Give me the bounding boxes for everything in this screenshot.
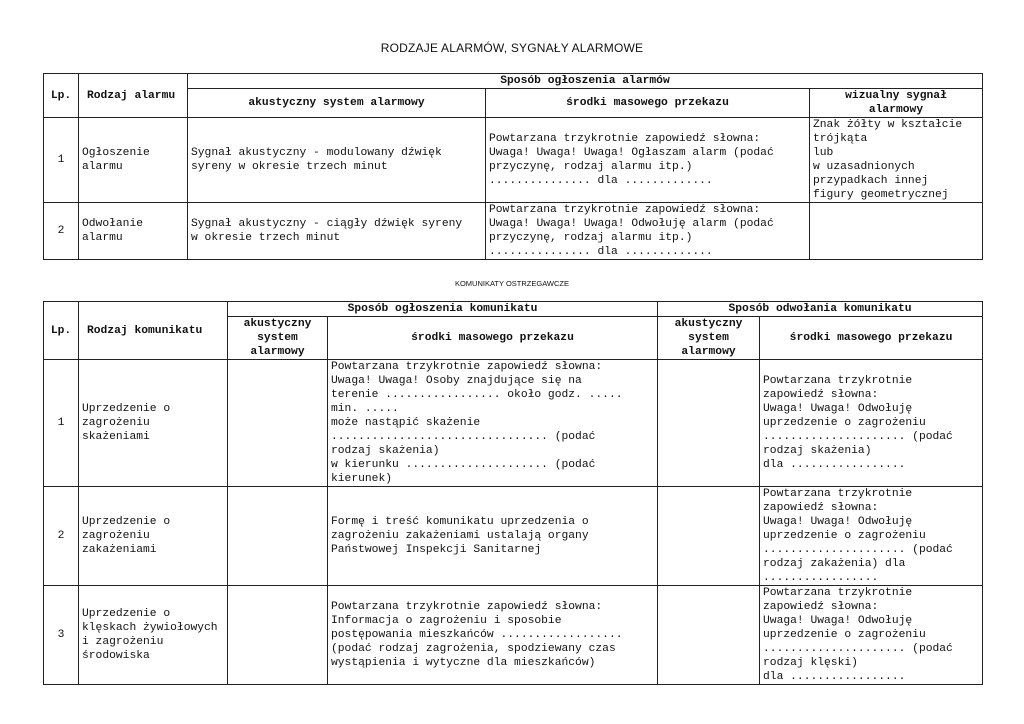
- alarm-type-cell: Ogłoszenie alarmu: [79, 118, 188, 203]
- header-cancel-acoustic: akustyczny system alarmowy: [658, 317, 760, 360]
- cancel-acoustic-cell: [658, 586, 760, 685]
- table-row: [44, 360, 983, 487]
- table-row: [44, 487, 983, 586]
- table-row: [44, 118, 983, 203]
- row-number: 1: [44, 360, 79, 487]
- announce-acoustic-cell: [228, 487, 328, 586]
- row-number: 1: [44, 118, 79, 203]
- header-cancel-method: Sposób odwołania komunikatu: [658, 302, 983, 317]
- header-announce-media: środki masowego przekazu: [328, 317, 658, 360]
- header-announce-method: Sposób ogłoszenia komunikatu: [228, 302, 658, 317]
- header-mass-media: środki masowego przekazu: [486, 89, 810, 118]
- media-cell: Powtarzana trzykrotnie zapowiedź słowna: Uwaga! Uwaga! Uwaga! Ogłaszam alarm (podać przyczynę, rodzaj alarmu itp.) ............... dla .............: [486, 118, 810, 203]
- header-message-type: Rodzaj komunikatu: [79, 302, 228, 360]
- announce-media-cell: Formę i treść komunikatu uprzedzenia o zagrożeniu zakażeniami ustalają organy Państwowej Inspekcji Sanitarnej: [328, 487, 658, 586]
- message-type-cell: Uprzedzenie o zagrożeniu zakażeniami: [79, 487, 228, 586]
- cancel-media-cell: Powtarzana trzykrotnie zapowiedź słowna: Uwaga! Uwaga! Odwołuję uprzedzenie o zagrożeniu ..................... (podać rodzaj zakażenia) dla .................: [760, 487, 983, 586]
- announce-acoustic-cell: [228, 586, 328, 685]
- acoustic-cell: Sygnał akustyczny - modulowany dźwięk syreny w okresie trzech minut: [188, 118, 486, 203]
- announce-acoustic-cell: [228, 360, 328, 487]
- table-row: [44, 203, 983, 260]
- header-acoustic-system: akustyczny system alarmowy: [188, 89, 486, 118]
- page-title: RODZAJE ALARMÓW, SYGNAŁY ALARMOWE: [380, 41, 644, 55]
- message-type-cell: Uprzedzenie o zagrożeniu skażeniami: [79, 360, 228, 487]
- cancel-media-cell: Powtarzana trzykrotnie zapowiedź słowna: Uwaga! Uwaga! Odwołuję uprzedzenie o zagrożeniu ..................... (podać rodzaj klęski) dla .................: [760, 586, 983, 685]
- section-subtitle: KOMUNIKATY OSTRZEGAWCZE: [454, 279, 570, 288]
- header-alarm-type: Rodzaj alarmu: [79, 74, 188, 118]
- cancel-acoustic-cell: [658, 360, 760, 487]
- cancel-acoustic-cell: [658, 487, 760, 586]
- message-type-cell: Uprzedzenie o klęskach żywiołowych i zagrożeniu środowiska: [79, 586, 228, 685]
- row-number: 3: [44, 586, 79, 685]
- announce-media-cell: Powtarzana trzykrotnie zapowiedź słowna: Informacja o zagrożeniu i sposobie postępowania mieszkańców .................. (podać rodzaj zagrożenia, spodziewany czas wystąpienia i wytyczne dla mieszkańców): [328, 586, 658, 685]
- announce-media-cell: Powtarzana trzykrotnie zapowiedź słowna: Uwaga! Uwaga! Osoby znajdujące się na terenie ................. około godz. ..... min. ..... może nastąpić skażenie ................................ (podać rodzaj skażenia) w kierunku ..................... (podać kierunek): [328, 360, 658, 487]
- header-alarm-method: Sposób ogłoszenia alarmów: [188, 74, 983, 89]
- acoustic-cell: Sygnał akustyczny - ciągły dźwięk syreny w okresie trzech minut: [188, 203, 486, 260]
- table-row: [44, 586, 983, 685]
- header-lp: Lp.: [44, 302, 79, 360]
- row-number: 2: [44, 203, 79, 260]
- alarm-type-cell: Odwołanie alarmu: [79, 203, 188, 260]
- row-number: 2: [44, 487, 79, 586]
- header-lp: Lp.: [44, 74, 79, 118]
- media-cell: Powtarzana trzykrotnie zapowiedź słowna: Uwaga! Uwaga! Uwaga! Odwołuję alarm (podać przyczynę, rodzaj alarmu itp.) ............... dla .............: [486, 203, 810, 260]
- alarm-types-table: [43, 73, 983, 260]
- cancel-media-cell: Powtarzana trzykrotnie zapowiedź słowna: Uwaga! Uwaga! Odwołuję uprzedzenie o zagrożeniu ..................... (podać rodzaj skażenia) dla .................: [760, 360, 983, 487]
- warning-messages-table: [43, 301, 983, 685]
- header-visual-signal: wizualny sygnał alarmowy: [810, 89, 983, 118]
- header-announce-acoustic: akustyczny system alarmowy: [228, 317, 328, 360]
- visual-cell: [810, 203, 983, 260]
- visual-cell: Znak żółty w kształcie trójkąta lub w uzasadnionych przypadkach innej figury geometrycznej: [810, 118, 983, 203]
- header-cancel-media: środki masowego przekazu: [760, 317, 983, 360]
